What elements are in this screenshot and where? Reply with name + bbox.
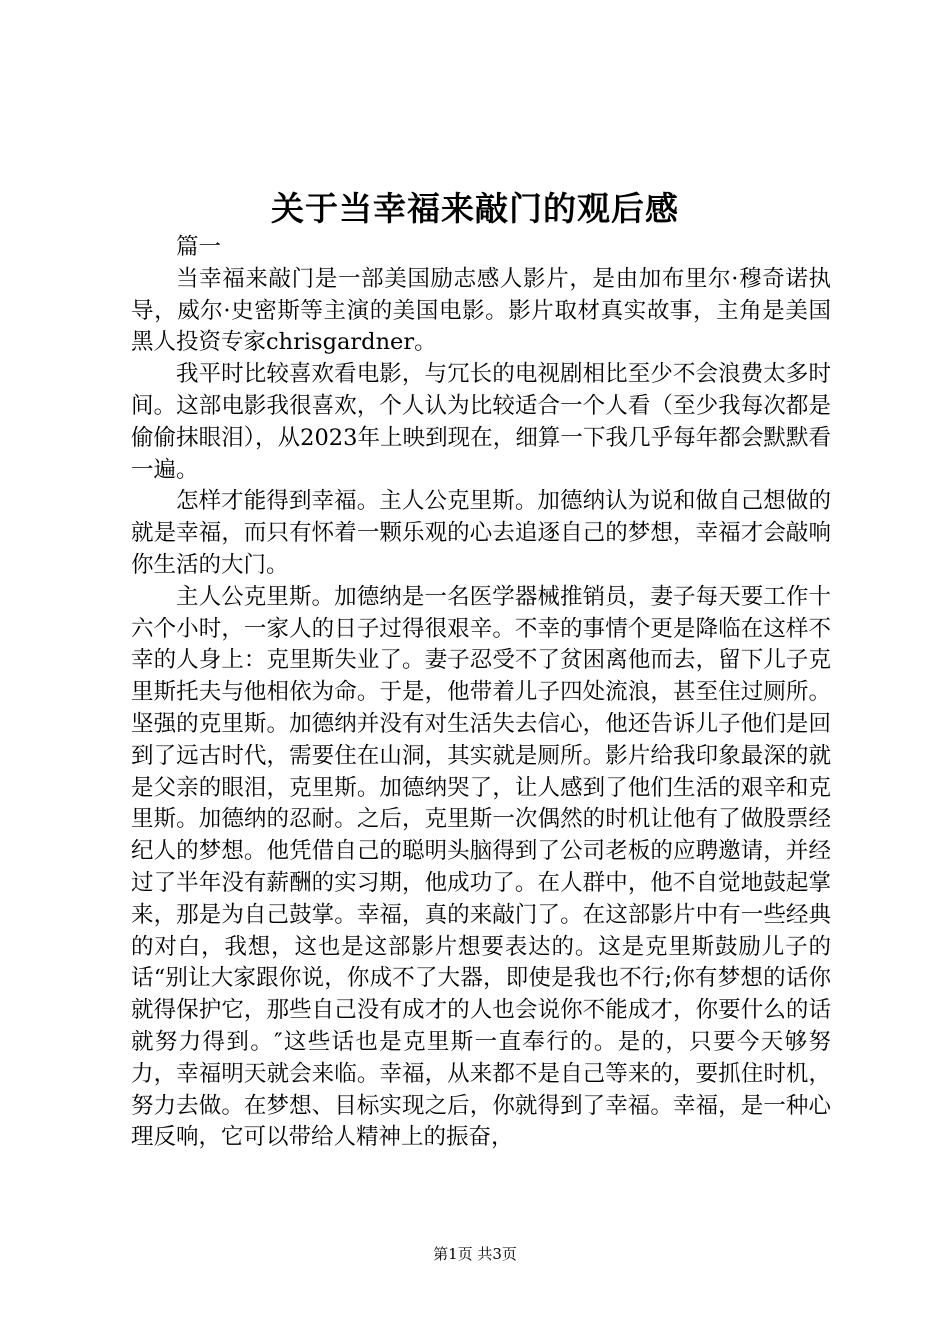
paragraph-intro: 当幸福来敲门是一部美国励志感人影片，是由加布里尔·穆奇诺执导，威尔·史密斯等主演的美国电影。影片取材真实故事，主角是美国黑人投资专家chrisgardner。 <box>131 265 831 356</box>
page-footer: 第1页 共3页 <box>433 1245 517 1263</box>
paragraph-personal: 我平时比较喜欢看电影，与冗长的电视剧相比至少不会浪费太多时间。这部电影我很喜欢，个人认为比较适合一个人看（至少我每次都是偷偷抹眼泪），从2023年上映到现在，细算一下我几乎每年都会默默看一遍。 <box>131 361 831 483</box>
document-body <box>131 232 831 1154</box>
paragraph-section-label: 篇一 <box>176 234 222 260</box>
paragraph-happiness: 怎样才能得到幸福。主人公克里斯。加德纳认为说和做自己想做的就是幸福，而只有怀着一颗乐观的心去追逐自己的梦想，幸福才会敲响你生活的大门。 <box>131 488 831 578</box>
paragraph-plot: 主人公克里斯。加德纳是一名医学器械推销员，妻子每天要工作十六个小时，一家人的日子过得很艰辛。不幸的事情个更是降临在这样不幸的人身上：克里斯失业了。妻子忍受不了贫困离他而去，留下儿子克里斯托夫与他相依为命。于是，他带着儿子四处流浪，甚至住过厕所。坚强的克里斯。加德纳并没有对生活失去信心，他还告诉儿子他们是回到了远古时代，需要住在山洞，其实就是厕所。影片给我印象最深的就是父亲的眼泪，克里斯。加德纳哭了，让人感到了他们生活的艰辛和克里斯。加德纳的忍耐。之后，克里斯一次偶然的时机让他有了做股票经纪人的梦想。他凭借自己的聪明头脑得到了公司老板的应聘邀请，并经过了半年没有薪酬的实习期，他成功了。在人群中，他不自觉地鼓起掌来，那是为自己鼓掌。幸福，真的来敲门了。在这部影片中有一些经典的对白，我想，这也是这部影片想要表达的。这是克里斯鼓励儿子的话“别让大家跟你说，你成不了大器，即使是我也不行;你有梦想的话你就得保护它，那些自己没有成才的人也会说你不能成才，你要什么的话就努力得到。″这些话也是克里斯一直奉行的。是的，只要今天够努力，幸福明天就会来临。幸福，从来都不是自己等来的，要抓住时机，努力去做。在梦想、目标实现之后，你就得到了幸福。幸福，是一种心理反响，它可以带给人精神上的振奋， <box>131 583 831 1151</box>
document-title: 关于当幸福来敲门的观后感 <box>271 189 679 228</box>
